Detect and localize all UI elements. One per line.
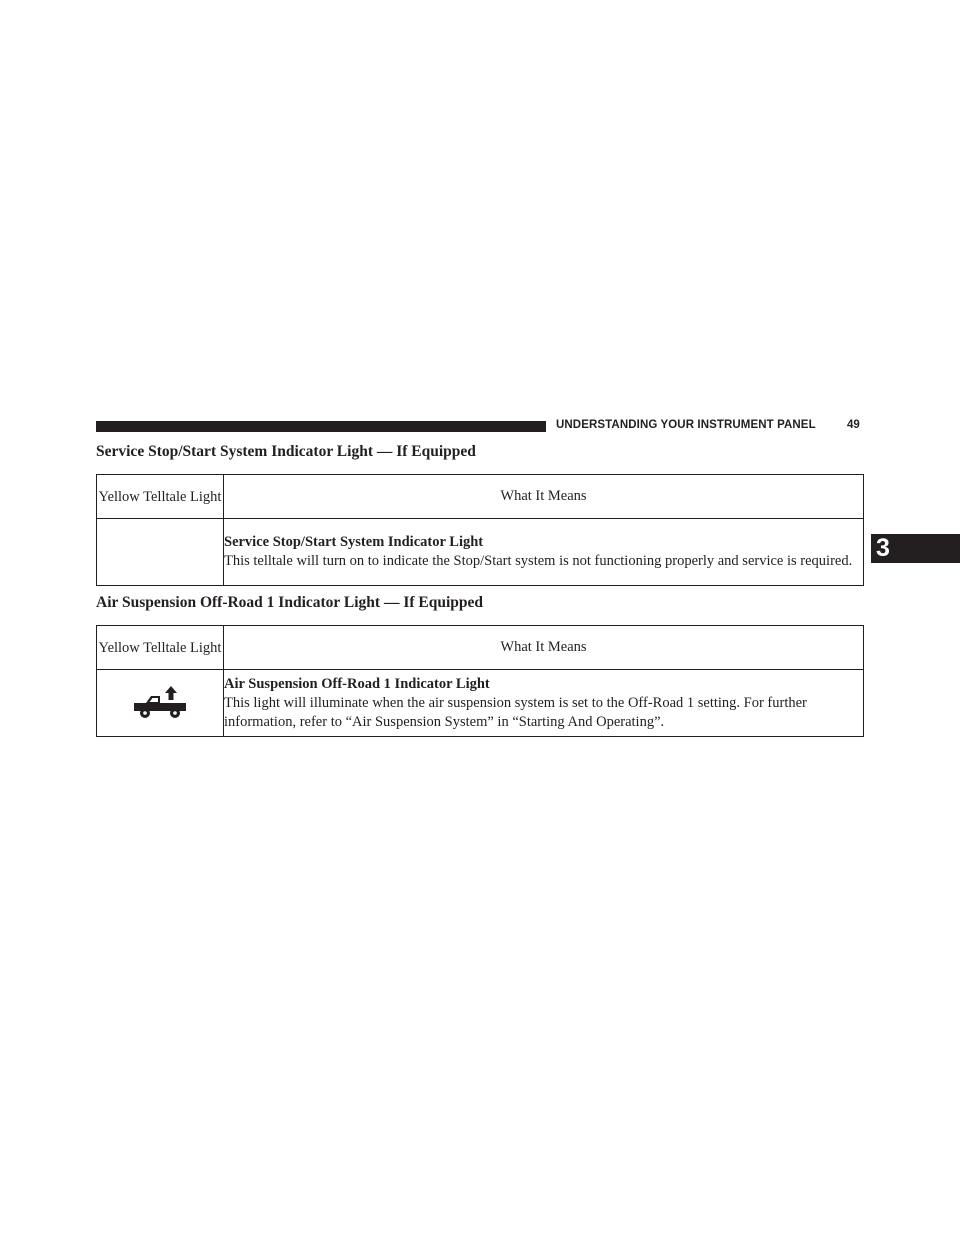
description-cell (224, 519, 864, 586)
column-header-light: Yellow Telltale Light (97, 626, 224, 670)
table-header-row (97, 475, 864, 519)
table-header-row (97, 626, 864, 670)
table-row (97, 670, 864, 737)
description-body: This light will illuminate when the air suspension system is set to the Off-Road 1 setting. For further information, refer to “Air Suspension System” in “Starting And Operating”. (224, 694, 807, 730)
truck-raised-icon (131, 686, 189, 720)
header-rule (96, 421, 546, 432)
section-heading-stop-start: Service Stop/Start System Indicator Light — If Equipped (96, 443, 476, 460)
page-number: 49 (847, 419, 860, 431)
telltale-table-air-suspension (96, 625, 864, 737)
telltale-table-stop-start (96, 474, 864, 586)
chapter-tab (871, 534, 960, 563)
description-body: This telltale will turn on to indicate the Stop/Start system is not functioning properly and service is required. (224, 553, 853, 569)
section-heading-air-suspension: Air Suspension Off-Road 1 Indicator Light — If Equipped (96, 594, 484, 611)
column-header-light: Yellow Telltale Light (97, 475, 224, 519)
description-title: Service Stop/Start System Indicator Light (224, 534, 484, 550)
description-title: Air Suspension Off-Road 1 Indicator Light (224, 675, 490, 692)
telltale-icon-cell (97, 519, 224, 586)
chapter-number: 3 (876, 534, 890, 562)
page-header-title: UNDERSTANDING YOUR INSTRUMENT PANEL (556, 419, 816, 431)
column-header-means: What It Means (224, 475, 864, 519)
telltale-icon-cell (97, 670, 224, 737)
column-header-means: What It Means (224, 626, 864, 670)
description-cell (224, 670, 864, 737)
table-row (97, 519, 864, 586)
